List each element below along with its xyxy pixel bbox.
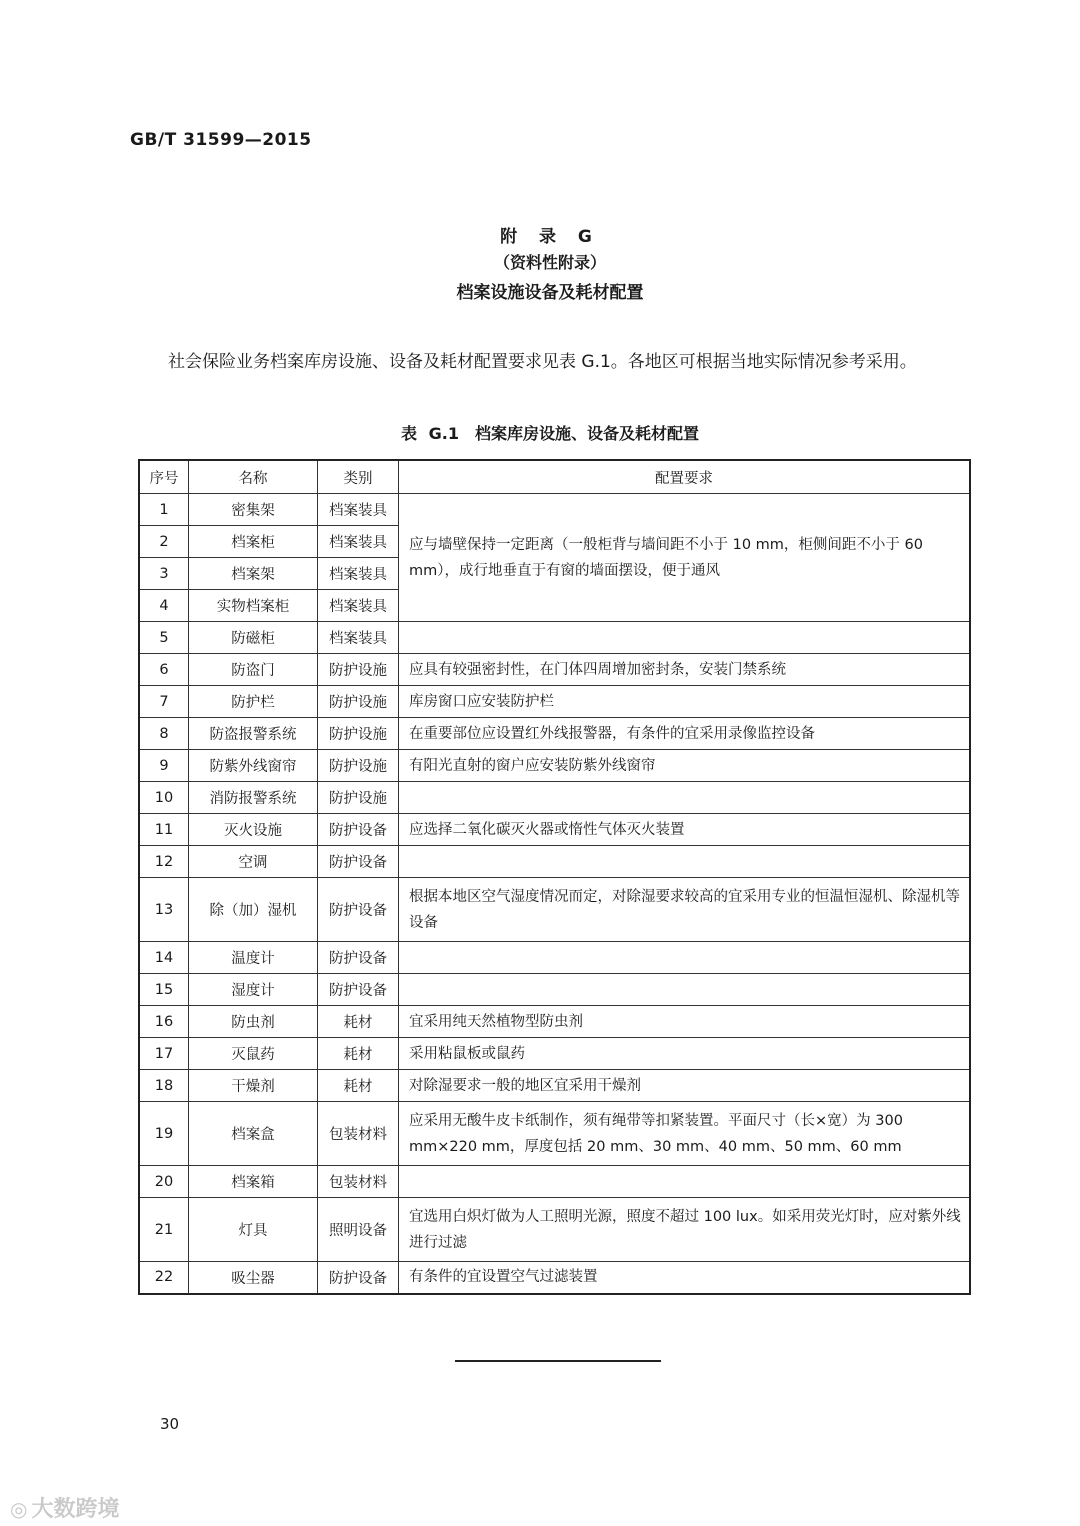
table-row [139,1262,970,1294]
col-header-requirement: 配置要求 [399,460,971,494]
cell-requirement: 宜采用纯天然植物型防虫剂 [399,1006,971,1038]
cell-requirement: 采用粘鼠板或鼠药 [399,1038,971,1070]
table-row [139,1198,970,1262]
cell-name: 除（加）湿机 [189,878,318,942]
cell-no: 12 [139,846,189,878]
cell-category: 包装材料 [318,1166,399,1198]
table-row [139,1102,970,1166]
cell-category: 防护设施 [318,782,399,814]
cell-requirement: 宜选用白炽灯做为人工照明光源，照度不超过 100 lux。如采用荧光灯时，应对紫外线进行过滤 [399,1198,971,1262]
table-header-row [139,460,970,494]
table-row [139,942,970,974]
cell-name: 消防报警系统 [189,782,318,814]
cell-requirement [399,782,971,814]
cell-category: 耗材 [318,1070,399,1102]
cell-requirement [399,974,971,1006]
table-row [139,1006,970,1038]
cell-category: 防护设备 [318,814,399,846]
cell-name: 防盗门 [189,654,318,686]
cell-name: 密集架 [189,494,318,526]
cell-no: 15 [139,974,189,1006]
col-header-no: 序号 [139,460,189,494]
cell-category: 档案装具 [318,526,399,558]
cell-no: 21 [139,1198,189,1262]
table-row [139,1166,970,1198]
cell-requirement: 有阳光直射的窗户应安装防紫外线窗帘 [399,750,971,782]
end-rule-divider [455,1360,661,1362]
page-number: 30 [160,1415,180,1433]
cell-requirement: 应选择二氧化碳灭火器或惰性气体灭火装置 [399,814,971,846]
cell-category: 档案装具 [318,494,399,526]
cell-no: 2 [139,526,189,558]
cell-category: 耗材 [318,1038,399,1070]
intro-paragraph: 社会保险业务档案库房设施、设备及耗材配置要求见表 G.1。各地区可根据当地实际情况参考采用。 [168,352,917,372]
cell-requirement: 在重要部位应设置红外线报警器，有条件的宜采用录像监控设备 [399,718,971,750]
cell-no: 10 [139,782,189,814]
cell-requirement [399,846,971,878]
cell-name: 干燥剂 [189,1070,318,1102]
cell-name: 湿度计 [189,974,318,1006]
cell-category: 防护设施 [318,686,399,718]
cell-category: 防护设施 [318,750,399,782]
watermark-text: 大数跨境 [31,1497,120,1522]
cell-name: 档案盒 [189,1102,318,1166]
cell-no: 17 [139,1038,189,1070]
cell-no: 4 [139,590,189,622]
cell-name: 防磁柜 [189,622,318,654]
cell-requirement: 应具有较强密封性，在门体四周增加密封条，安装门禁系统 [399,654,971,686]
cell-requirement-merged: 应与墙壁保持一定距离（一般柜背与墙间距不小于 10 mm，柜侧间距不小于 60 mm），成行地垂直于有窗的墙面摆设，便于通风 [399,494,971,622]
cell-name: 灭火设施 [189,814,318,846]
cell-no: 3 [139,558,189,590]
cell-name: 温度计 [189,942,318,974]
col-header-category: 类别 [318,460,399,494]
table-row [139,494,970,526]
cell-name: 档案柜 [189,526,318,558]
cell-requirement: 根据本地区空气湿度情况而定，对除湿要求较高的宜采用专业的恒温恒湿机、除湿机等设备 [399,878,971,942]
cell-name: 防护栏 [189,686,318,718]
table-row [139,686,970,718]
cell-category: 防护设备 [318,846,399,878]
cell-name: 吸尘器 [189,1262,318,1294]
cell-category: 防护设备 [318,974,399,1006]
cell-name: 防盗报警系统 [189,718,318,750]
cell-requirement: 库房窗口应安装防护栏 [399,686,971,718]
cell-requirement [399,942,971,974]
cell-no: 16 [139,1006,189,1038]
table-caption: 表 G.1 档案库房设施、设备及耗材配置 [401,424,699,443]
cell-name: 实物档案柜 [189,590,318,622]
cell-no: 18 [139,1070,189,1102]
table-row [139,718,970,750]
cell-no: 22 [139,1262,189,1294]
cell-requirement: 对除湿要求一般的地区宜采用干燥剂 [399,1070,971,1102]
table-row [139,622,970,654]
appendix-title: 附 录 G [500,227,600,247]
cell-name: 防虫剂 [189,1006,318,1038]
appendix-heading: 档案设施设备及耗材配置 [456,283,644,303]
cell-category: 照明设备 [318,1198,399,1262]
watermark [10,1492,119,1523]
cell-category: 档案装具 [318,558,399,590]
cell-category: 防护设备 [318,942,399,974]
cell-name: 灭鼠药 [189,1038,318,1070]
cell-no: 20 [139,1166,189,1198]
cell-no: 5 [139,622,189,654]
cell-no: 8 [139,718,189,750]
table-row [139,974,970,1006]
standard-number: GB/T 31599—2015 [130,130,312,150]
cell-requirement: 有条件的宜设置空气过滤装置 [399,1262,971,1294]
cell-no: 11 [139,814,189,846]
cell-category: 档案装具 [318,590,399,622]
table-row [139,814,970,846]
cell-no: 1 [139,494,189,526]
table-row [139,846,970,878]
cell-requirement [399,1166,971,1198]
table-row [139,1070,970,1102]
appendix-subtitle: （资料性附录） [493,253,606,272]
cell-no: 14 [139,942,189,974]
table-row [139,1038,970,1070]
cell-no: 6 [139,654,189,686]
cell-category: 档案装具 [318,622,399,654]
table-body [139,494,970,1294]
cell-name: 防紫外线窗帘 [189,750,318,782]
cell-requirement [399,622,971,654]
config-table [138,459,971,1295]
cell-category: 包装材料 [318,1102,399,1166]
cell-category: 耗材 [318,1006,399,1038]
cell-requirement: 应采用无酸牛皮卡纸制作，须有绳带等扣紧装置。平面尺寸（长×宽）为 300 mm×220 mm，厚度包括 20 mm、30 mm、40 mm、50 mm、60 mm [399,1102,971,1166]
cell-no: 9 [139,750,189,782]
col-header-name: 名称 [189,460,318,494]
table-row [139,750,970,782]
cell-no: 7 [139,686,189,718]
cell-name: 灯具 [189,1198,318,1262]
cell-category: 防护设备 [318,1262,399,1294]
table-row [139,878,970,942]
watermark-logo-icon: ◎ [10,1497,28,1521]
cell-no: 19 [139,1102,189,1166]
cell-no: 13 [139,878,189,942]
cell-name: 档案架 [189,558,318,590]
table-row [139,782,970,814]
cell-category: 防护设施 [318,718,399,750]
cell-name: 空调 [189,846,318,878]
cell-name: 档案箱 [189,1166,318,1198]
cell-category: 防护设备 [318,878,399,942]
table-row [139,654,970,686]
cell-category: 防护设施 [318,654,399,686]
